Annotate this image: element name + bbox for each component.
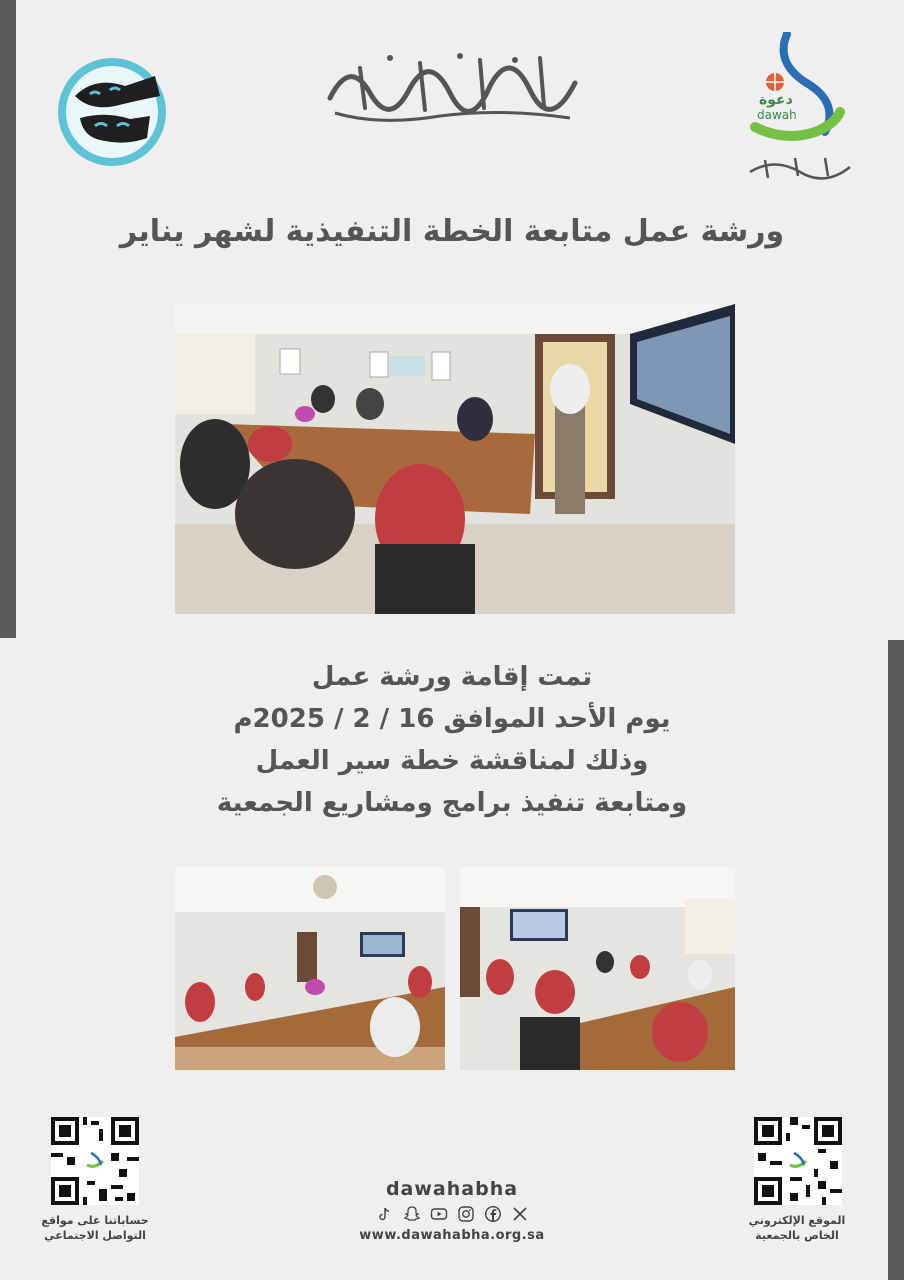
social-qr-caption: حساباتنا على مواقع التواصل الاجتماعي <box>41 1214 149 1242</box>
dawah-brand-logo <box>745 32 855 192</box>
youtube-icon[interactable] <box>430 1205 448 1223</box>
page-title: ورشة عمل متابعة الخطة التنفيذية لشهر يناير <box>119 214 785 249</box>
footer-contact <box>0 1178 904 1243</box>
social-handle[interactable]: dawahabha <box>385 1178 519 1200</box>
organization-calligraphy <box>320 38 590 128</box>
social-icons-row <box>0 1205 904 1223</box>
website-qr-caption: الموقع الإلكتروني الخاص بالجمعية <box>748 1214 846 1242</box>
main-meeting-photo <box>175 304 735 614</box>
campaign-logo <box>55 56 173 168</box>
event-description <box>0 656 904 824</box>
instagram-icon[interactable] <box>457 1205 475 1223</box>
left-side-bar <box>0 0 16 638</box>
meeting-photo-left <box>175 867 445 1070</box>
description-line-1: تمت إقامة ورشة عمل <box>311 662 593 692</box>
description-line-4: ومتابعة تنفيذ برامج ومشاريع الجمعية <box>216 788 688 818</box>
tiktok-icon[interactable] <box>376 1205 394 1223</box>
description-line-2: يوم الأحد الموافق 16 / 2 / 2025م <box>233 704 671 734</box>
facebook-icon[interactable] <box>484 1205 502 1223</box>
meeting-photo-right <box>460 867 735 1070</box>
website-url[interactable]: www.dawahabha.org.sa <box>359 1228 545 1243</box>
x-icon[interactable] <box>511 1205 529 1223</box>
brand-logo-latin: dawah <box>757 108 797 122</box>
brand-logo-arabic: دعوة <box>759 92 793 108</box>
snapchat-icon[interactable] <box>403 1205 421 1223</box>
description-line-3: وذلك لمناقشة خطة سير العمل <box>255 746 649 776</box>
